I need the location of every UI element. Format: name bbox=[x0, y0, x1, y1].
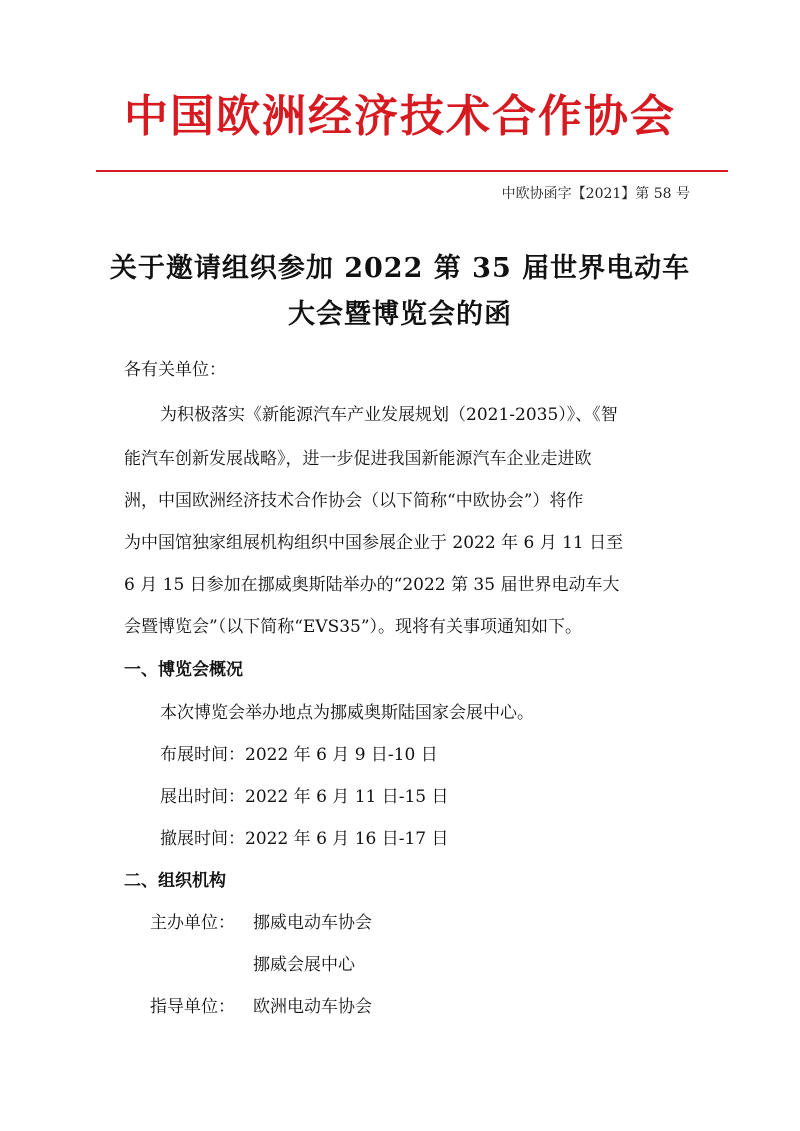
host-value: 挪威电动车协会 bbox=[253, 913, 372, 933]
salutation: 各有关单位： bbox=[124, 360, 226, 380]
intro-line: 洲，中国欧洲经济技术合作协会（以下简称“中欧协会”）将作 bbox=[124, 491, 584, 511]
letterhead-org-name: 中国欧洲经济技术合作协会 bbox=[124, 91, 676, 142]
intro-line: 会暨博览会”（以下简称“EVS35”）。现将有关事项通知如下。 bbox=[124, 617, 583, 637]
section-1-line: 本次博览会举办地点为挪威奥斯陆国家会展中心。 bbox=[160, 703, 534, 723]
letter-title-line-1: 关于邀请组织参加 2022 第 35 届世界电动车 bbox=[109, 253, 691, 284]
intro-line: 为中国馆独家组展机构组织中国参展企业于 2022 年 6 月 11 日至 bbox=[124, 533, 624, 553]
intro-line: 6 月 15 日参加在挪威奥斯陆举办的“2022 第 35 届世界电动车大 bbox=[124, 575, 620, 595]
letterhead-red-rule bbox=[96, 170, 728, 172]
guide-label: 指导单位： bbox=[150, 997, 235, 1017]
section-1-heading: 一、博览会概况 bbox=[124, 660, 243, 680]
setup-time: 布展时间：2022 年 6 月 9 日-10 日 bbox=[160, 745, 438, 765]
exhibit-time: 展出时间：2022 年 6 月 11 日-15 日 bbox=[160, 787, 449, 807]
host-value: 挪威会展中心 bbox=[253, 955, 355, 975]
teardown-time: 撤展时间：2022 年 6 月 16 日-17 日 bbox=[160, 829, 449, 849]
host-label: 主办单位： bbox=[150, 913, 235, 933]
document-number: 中欧协函字【2021】第 58 号 bbox=[501, 186, 690, 202]
intro-line: 为积极落实《新能源汽车产业发展规划（2021-2035）》、《智 bbox=[160, 405, 618, 425]
intro-line: 能汽车创新发展战略》，进一步促进我国新能源汽车企业走进欧 bbox=[124, 449, 592, 469]
section-2-heading: 二、组织机构 bbox=[124, 871, 226, 891]
guide-value: 欧洲电动车协会 bbox=[253, 997, 372, 1017]
letter-title-line-2: 大会暨博览会的函 bbox=[288, 299, 512, 330]
